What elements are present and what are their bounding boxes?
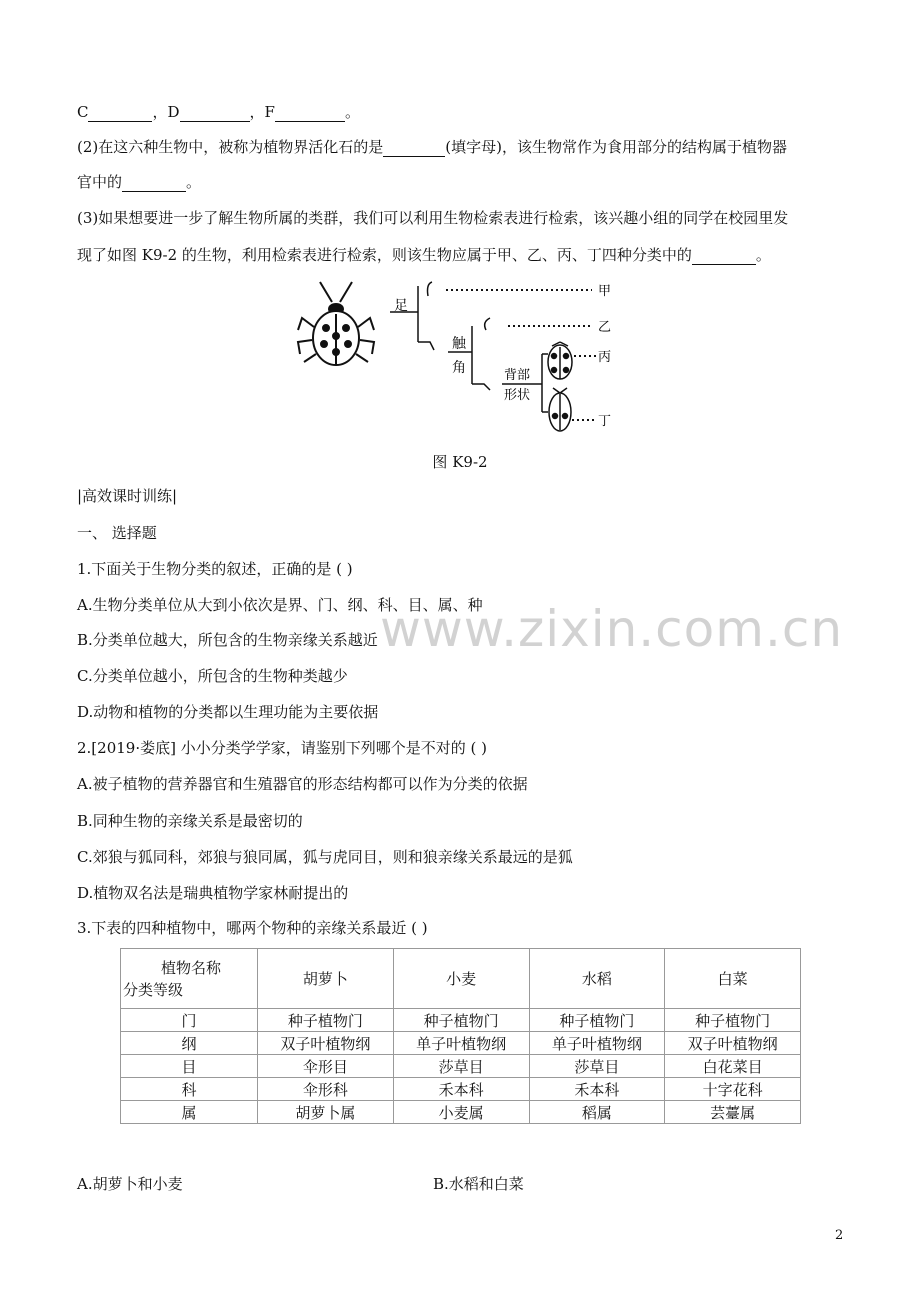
blank-class[interactable] (692, 248, 756, 265)
table-cell: 稻属 (529, 1101, 665, 1124)
table-cell: 芸薹属 (665, 1101, 801, 1124)
question-3-option-a[interactable]: A.胡萝卜和小麦 (77, 1175, 183, 1193)
rank-cell: 门 (121, 1009, 258, 1032)
rank-cell: 目 (121, 1055, 258, 1078)
blank-organ[interactable] (122, 175, 186, 192)
blank-f[interactable] (275, 105, 345, 122)
class-label-c: 丙 (598, 350, 612, 365)
table-row (121, 1101, 801, 1124)
table-cell: 双子叶植物纲 (665, 1032, 801, 1055)
table-cell: 伞形目 (258, 1055, 394, 1078)
table-cell: 种子植物门 (258, 1009, 394, 1032)
question-2-option-d[interactable]: D.植物双名法是瑞典植物学家林耐提出的 (77, 884, 349, 902)
label-d: ，D (152, 103, 180, 121)
blank-d[interactable] (180, 105, 250, 122)
question-2-line-2: 官中的 。 (77, 173, 202, 191)
question-2-stem: 2.[2019·娄底] 小小分类学学家，请鉴别下列哪个是不对的 ( ) (77, 739, 487, 757)
question-2-option-b[interactable]: B.同种生物的亲缘关系是最密切的 (77, 812, 303, 830)
table-row (121, 1009, 801, 1032)
beetle-icon-round (548, 342, 572, 379)
key-label-antenna-1: 触 (452, 336, 466, 352)
table-cell: 双子叶植物纲 (258, 1032, 394, 1055)
corner-label-name: 植物名称 (161, 958, 222, 977)
beetle-icon-oval (549, 388, 571, 431)
question-1-option-c[interactable]: C.分类单位越小，所包含的生物种类越少 (77, 667, 348, 685)
table-cell: 小麦属 (393, 1101, 529, 1124)
question-3-option-b[interactable]: B.水稻和白菜 (433, 1175, 524, 1193)
key-label-back-2: 形状 (504, 388, 531, 403)
key-label-foot: 足 (394, 298, 408, 314)
column-header: 白菜 (665, 949, 801, 1009)
column-header: 水稻 (529, 949, 665, 1009)
rank-cell: 属 (121, 1101, 258, 1124)
column-header: 胡萝卜 (258, 949, 394, 1009)
question-3-stem: 3.下表的四种植物中，哪两个物种的亲缘关系最近 ( ) (77, 919, 428, 937)
table-header-row (121, 949, 801, 1009)
key-label-back-1: 背部 (504, 368, 531, 383)
ladybug-illustration (298, 282, 374, 365)
table-cell: 禾本科 (393, 1078, 529, 1101)
question-3-line-1: (3)如果想要进一步了解生物所属的类群，我们可以利用生物检索表进行检索，该兴趣小组的同学在校园里发 (77, 209, 789, 227)
table-cell: 单子叶植物纲 (393, 1032, 529, 1055)
section-heading: 一、 选择题 (77, 524, 157, 542)
blank-fossil[interactable] (383, 140, 445, 157)
question-2-option-a[interactable]: A.被子植物的营养器官和生殖器官的形态结构都可以作为分类的依据 (77, 775, 528, 793)
table-cell: 白花菜目 (665, 1055, 801, 1078)
class-label-d: 丁 (598, 414, 612, 429)
table-corner-cell (121, 949, 258, 1009)
table-cell: 单子叶植物纲 (529, 1032, 665, 1055)
classification-table (120, 948, 801, 1124)
table-row (121, 1032, 801, 1055)
table-cell: 莎草目 (393, 1055, 529, 1078)
table-cell: 胡萝卜属 (258, 1101, 394, 1124)
page-number: 2 (835, 1228, 844, 1243)
table-cell: 种子植物门 (529, 1009, 665, 1032)
blank-c[interactable] (88, 105, 152, 122)
class-label-a: 甲 (598, 284, 612, 299)
rank-cell: 纲 (121, 1032, 258, 1055)
table-cell: 十字花科 (665, 1078, 801, 1101)
question-1-option-a[interactable]: A.生物分类单位从大到小依次是界、门、纲、科、目、属、种 (77, 596, 483, 614)
table-row (121, 1055, 801, 1078)
class-label-b: 乙 (598, 320, 612, 335)
label-f: ，F (249, 103, 275, 121)
table-cell: 禾本科 (529, 1078, 665, 1101)
figure-k9-2 (290, 272, 630, 447)
table-cell: 种子植物门 (665, 1009, 801, 1032)
watermark: www.zixin.com.cn (380, 600, 844, 658)
question-1-option-d[interactable]: D.动物和植物的分类都以生理功能为主要依据 (77, 703, 379, 721)
question-3-line-2: 现了如图 K9-2 的生物，利用检索表进行检索，则该生物应属于甲、乙、丙、丁四种分类中的 。 (77, 246, 771, 264)
answer-line-cdf: C ，D ，F 。 (77, 103, 360, 121)
question-1-stem: 1.下面关于生物分类的叙述，正确的是 ( ) (77, 560, 353, 578)
question-2-option-c[interactable]: C.郊狼与狐同科，郊狼与狼同属，狐与虎同目，则和狼亲缘关系最远的是狐 (77, 848, 573, 866)
table-row (121, 1078, 801, 1101)
key-label-antenna-2: 角 (452, 360, 466, 376)
section-tag: |高效课时训练| (77, 487, 178, 505)
rank-cell: 科 (121, 1078, 258, 1101)
figure-caption: 图 K9-2 (432, 453, 488, 471)
table-cell: 莎草目 (529, 1055, 665, 1078)
label-c: C (77, 103, 89, 121)
question-2-line-1: (2)在这六种生物中，被称为植物界活化石的是 (填字母)，该生物常作为食用部分的结构属于植物器 (77, 138, 787, 156)
question-1-option-b[interactable]: B.分类单位越大，所包含的生物亲缘关系越近 (77, 631, 378, 649)
table-cell: 种子植物门 (393, 1009, 529, 1032)
corner-label-rank: 分类等级 (123, 980, 184, 999)
column-header: 小麦 (393, 949, 529, 1009)
table-cell: 伞形科 (258, 1078, 394, 1101)
